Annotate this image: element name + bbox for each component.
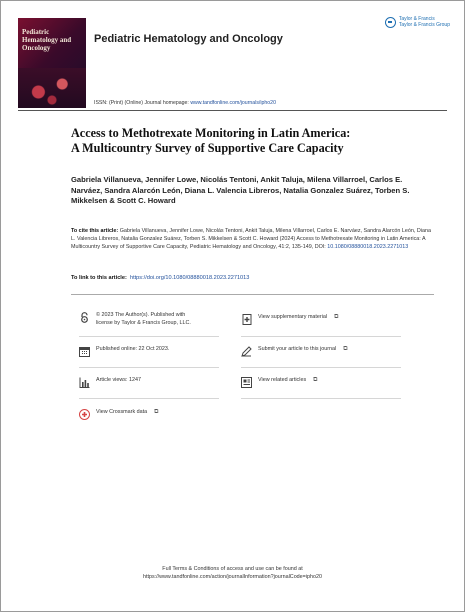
item-separator <box>79 367 219 368</box>
crossmark-icon <box>79 409 90 420</box>
publisher-logo-subtext: Taylor & Francis Group <box>398 22 450 28</box>
article-link-line <box>71 275 434 281</box>
journal-title: Pediatric Hematology and Oncology <box>94 33 283 45</box>
article-link-label: To link to this article: <box>71 275 127 281</box>
cover-art <box>18 68 86 108</box>
item-separator <box>79 398 219 399</box>
license-info <box>79 312 191 327</box>
calendar-icon <box>79 346 90 357</box>
cover-title: Pediatric Hematology and Oncology <box>22 28 72 52</box>
related-articles-link[interactable] <box>241 377 317 388</box>
citation-text: Gabriela Villanueva, Jennifer Lowe, Nicolás Tentoni, Ankit Taluja, Milena Villarroel, Carlos E. Narváez, Sandra Alarcón León, Diana L. Valencia Libreros, Natalia Gonzalez Suárez, Torben S. Mikkelsen & Scott C. Howard (2024) Access to Methotrexate Monitoring in Latin America: A Multicountry Survey of Supportive Care Capacity, Pediatric Hematology and Oncology, 41:2, 135-149, DOI: <box>71 228 431 250</box>
citation-block <box>71 227 434 251</box>
journal-cover-image <box>18 18 86 108</box>
open-access-lock-icon <box>79 312 90 323</box>
article-views <box>79 377 141 388</box>
footer-terms <box>1 565 464 581</box>
external-link-icon: ⧉ <box>334 314 339 320</box>
external-link-icon: ⧉ <box>343 346 348 352</box>
published-label: Published online: 22 Oct 2023. <box>96 346 170 352</box>
published-date <box>79 346 169 357</box>
crossmark-link[interactable] <box>79 409 158 420</box>
submit-article-link[interactable] <box>241 346 348 357</box>
footer-line1: Full Terms & Conditions of access and use can be found at <box>162 566 303 572</box>
submit-label: Submit your article to this journal <box>258 346 337 352</box>
bar-chart-icon <box>79 377 90 388</box>
article-title-line2: A Multicountry Survey of Supportive Care Capacity <box>71 141 344 155</box>
external-link-icon: ⧉ <box>154 409 159 415</box>
item-separator <box>241 367 401 368</box>
item-separator <box>241 336 401 337</box>
issn-prefix: ISSN: (Print) (Online) Journal homepage: <box>94 100 191 106</box>
related-label: View related articles <box>258 377 307 383</box>
journal-homepage-link[interactable]: www.tandfonline.com/journals/ipho20 <box>190 100 276 106</box>
submit-pencil-icon <box>241 346 252 357</box>
citation-label: To cite this article: <box>71 228 119 234</box>
supplementary-label: View supplementary material <box>258 314 328 320</box>
article-title-line1: Access to Methotrexate Monitoring in Latin America: <box>71 126 351 140</box>
publisher-logo-text: Taylor & Francis <box>398 16 435 22</box>
links-divider <box>71 294 434 295</box>
citation-doi-link[interactable]: 10.1080/08880018.2023.2271013 <box>327 244 409 250</box>
publisher-logo <box>385 14 450 30</box>
license-line2: license by Taylor & Francis Group, LLC. <box>96 319 191 326</box>
supplementary-plus-doc-icon <box>241 314 252 325</box>
footer-terms-link[interactable]: https://www.tandfonline.com/action/journalInformation?journalCode=ipho20 <box>142 574 323 580</box>
taylor-francis-logo-icon <box>385 17 396 28</box>
article-doi-url[interactable]: https://doi.org/10.1080/08880018.2023.2271013 <box>129 275 250 281</box>
article-title <box>71 126 424 156</box>
crossmark-label: View Crossmark data <box>96 409 148 415</box>
view-supplementary-link[interactable] <box>241 314 338 325</box>
item-separator <box>241 398 401 399</box>
views-label: Article views: 1247 <box>96 377 141 383</box>
license-line1: © 2023 The Author(s). Published with <box>96 312 186 318</box>
issn-line <box>94 100 276 106</box>
external-link-icon: ⧉ <box>313 377 318 383</box>
item-separator <box>79 336 219 337</box>
header-divider <box>18 110 447 111</box>
article-authors: Gabriela Villanueva, Jennifer Lowe, Nicolás Tentoni, Ankit Taluja, Milena Villarroel, Carlos E. Narváez, Sandra Alarcón León, Diana L. Valencia Libreros, Natalia Gonzalez Suárez, Torben S. Mikkelsen & Scott C. Howard <box>71 175 410 205</box>
related-articles-icon <box>241 377 252 388</box>
